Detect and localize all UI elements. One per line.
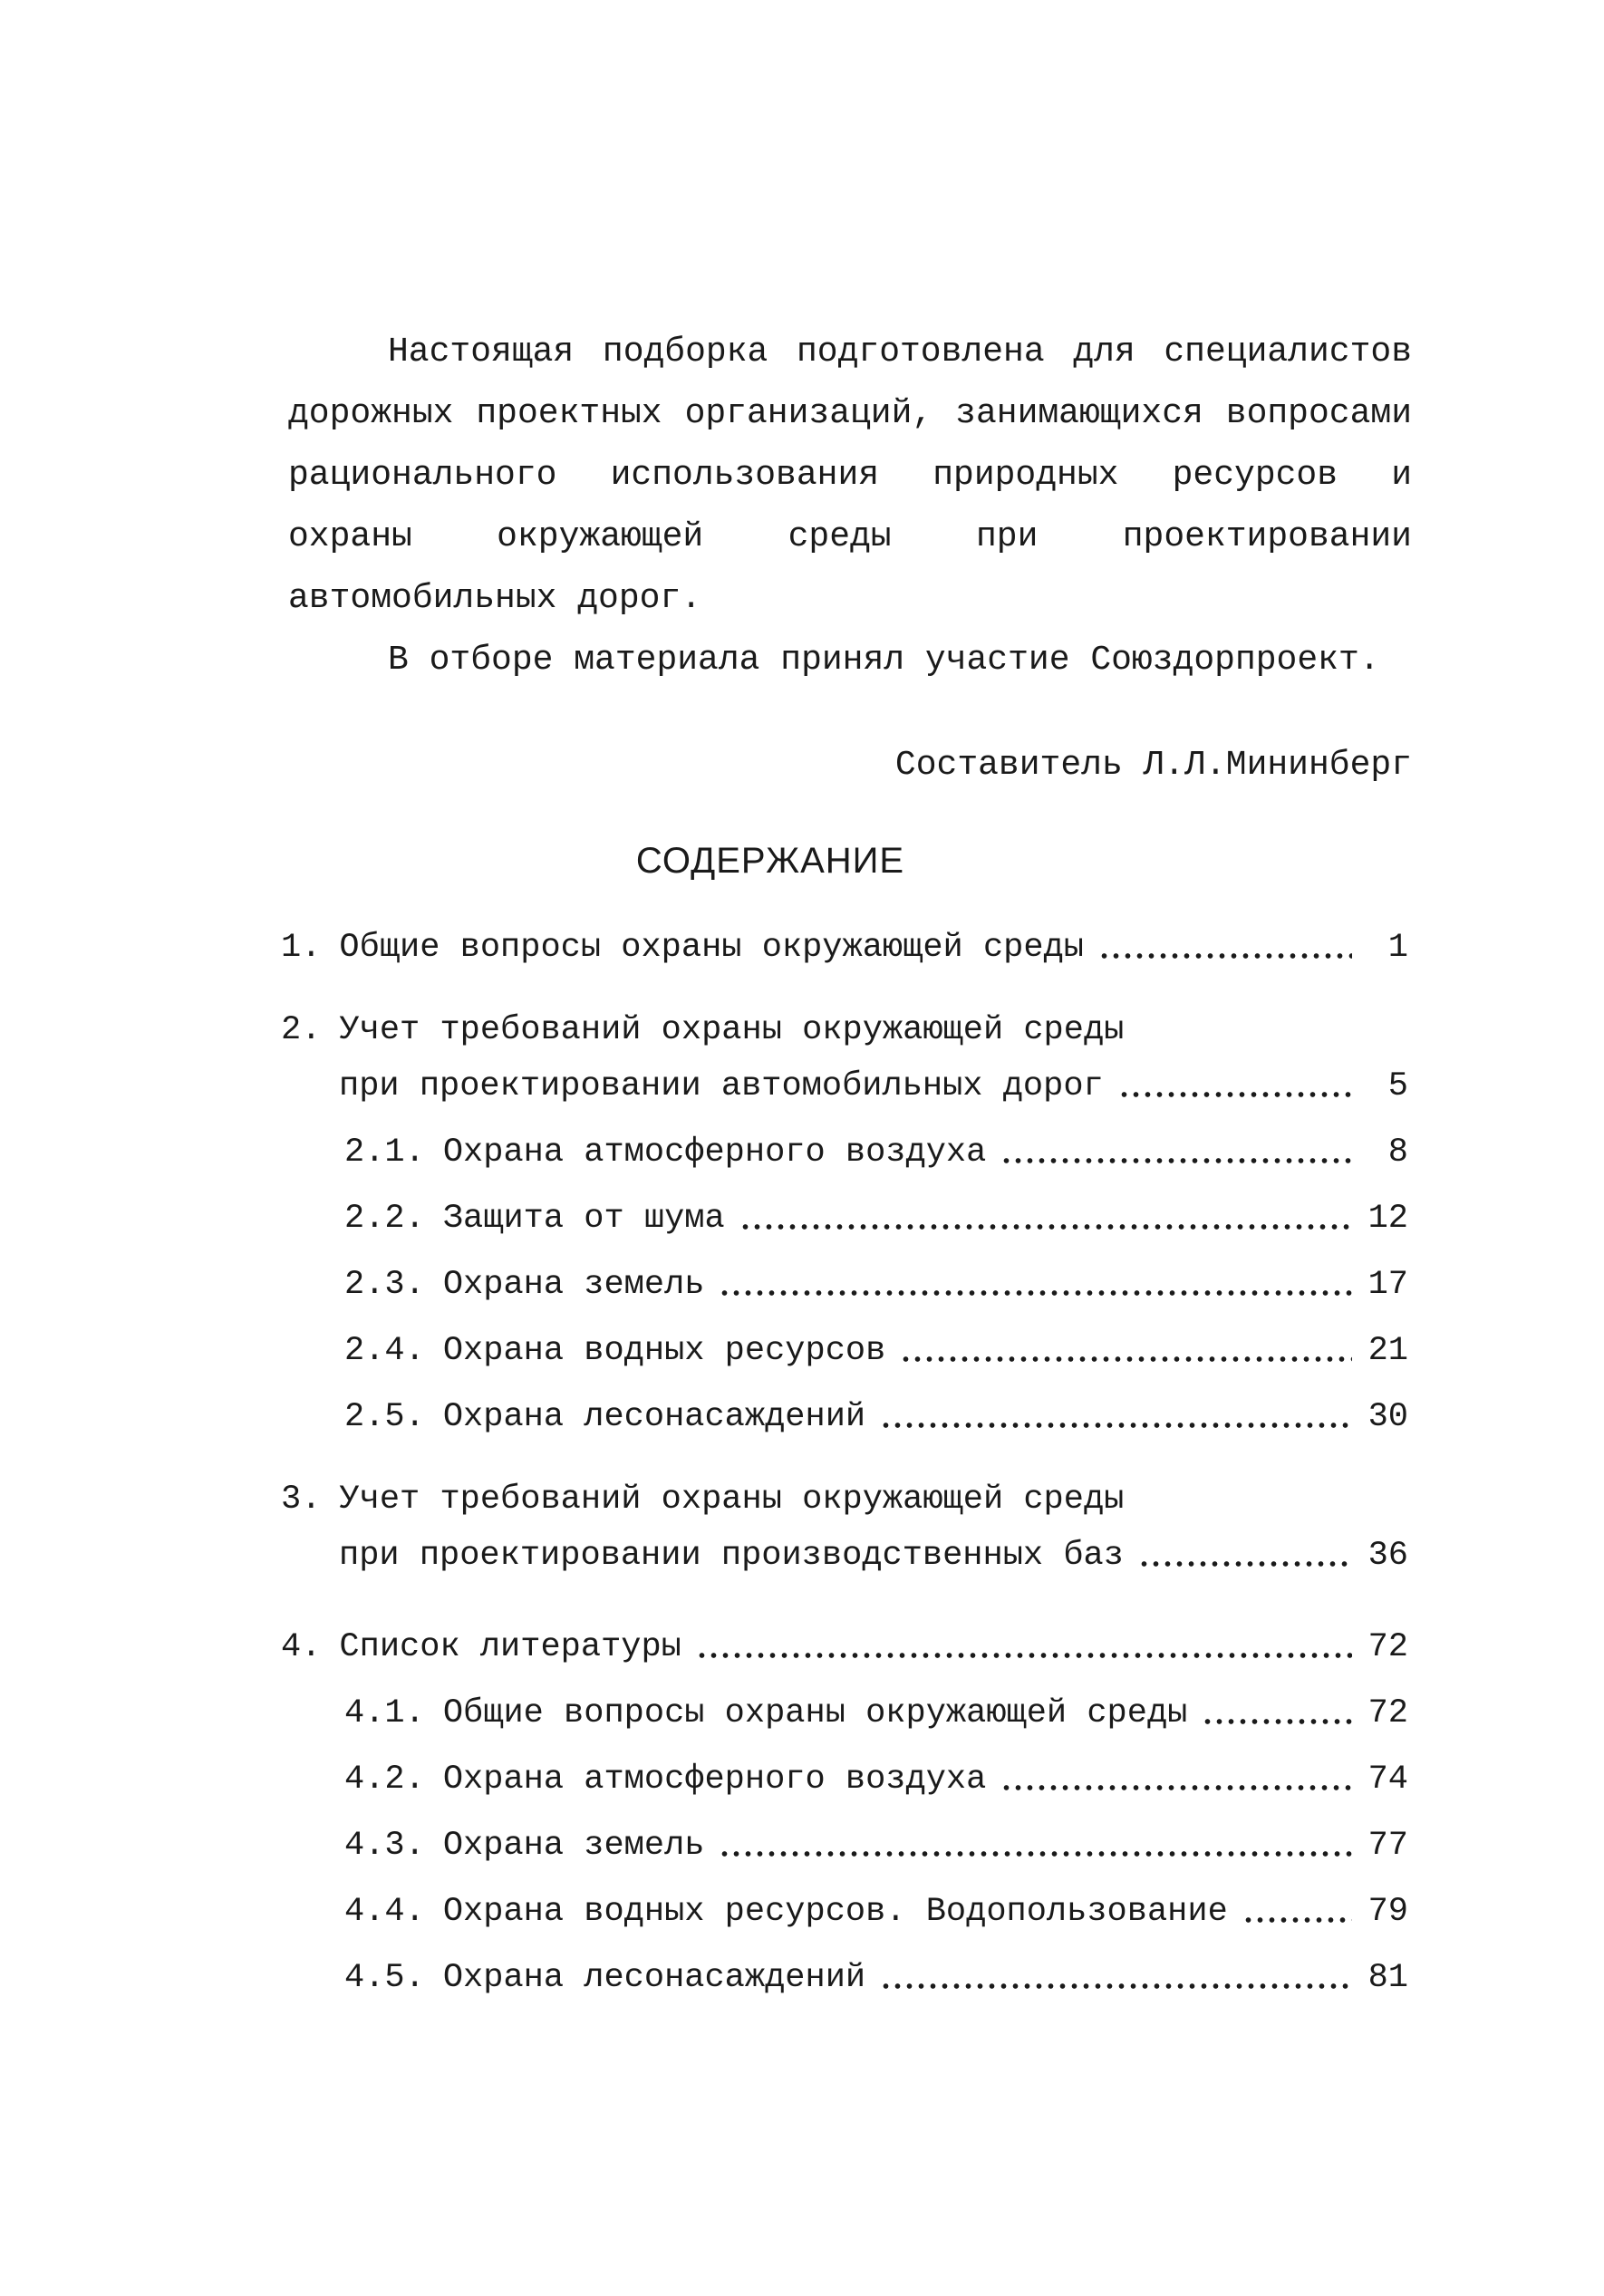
toc-subentry-title: Охрана водных ресурсов. Водопользование xyxy=(442,1893,1228,1931)
toc-dot-leader xyxy=(1000,1152,1352,1170)
toc-dot-leader xyxy=(696,1646,1352,1664)
toc-dot-leader xyxy=(880,1416,1352,1434)
toc-subentry-title: Охрана лесонасаждений xyxy=(442,1398,866,1436)
toc-subentry-title: Охрана лесонасаждений xyxy=(442,1959,866,1997)
toc-entry-title: Учет требований охраны окружающей среды xyxy=(339,1011,1125,1049)
toc-subentry[interactable] xyxy=(281,1879,1408,1945)
toc-page-number: 12 xyxy=(1367,1200,1408,1238)
toc-section xyxy=(281,1007,1408,1451)
toc-page-number: 79 xyxy=(1367,1893,1408,1931)
table-of-contents xyxy=(281,915,1408,2037)
toc-entry-number: 4. xyxy=(281,1628,322,1666)
toc-entry[interactable] xyxy=(281,1615,1408,1681)
toc-entry[interactable] xyxy=(281,1007,1408,1054)
toc-entry-number: 3. xyxy=(281,1481,322,1519)
compiler-credit: Составитель Л.Л.Мининберг xyxy=(894,746,1412,785)
toc-entry-title: при проектировании производственных баз xyxy=(339,1537,1124,1575)
toc-entry-number: 2. xyxy=(281,1011,322,1049)
toc-dot-leader xyxy=(739,1218,1352,1236)
toc-entry[interactable] xyxy=(281,1054,1408,1120)
toc-subentry-title: Охрана атмосферного воздуха xyxy=(442,1134,987,1172)
toc-dot-leader xyxy=(1118,1085,1352,1104)
toc-subentry-number: 2.4. xyxy=(344,1332,425,1370)
toc-section xyxy=(281,1476,1408,1589)
toc-dot-leader xyxy=(1242,1911,1352,1929)
toc-entry-number: 1. xyxy=(281,929,322,967)
toc-page-number: 77 xyxy=(1367,1827,1408,1865)
toc-subentry-title: Охрана земель xyxy=(442,1827,705,1865)
toc-page-number: 8 xyxy=(1387,1134,1408,1172)
toc-page-number: 1 xyxy=(1387,929,1408,967)
toc-subentry-number: 2.2. xyxy=(344,1200,425,1238)
toc-section xyxy=(281,915,1408,981)
toc-title: СОДЕРЖАНИЕ xyxy=(635,841,905,881)
toc-dot-leader xyxy=(719,1845,1352,1863)
toc-subentry[interactable] xyxy=(281,1186,1408,1252)
toc-dot-leader xyxy=(1000,1779,1352,1797)
toc-entry-title: при проектировании автомобильных дорог xyxy=(339,1067,1104,1105)
intro-paragraph-participation: В отборе материала принял участие Союздорпроект. xyxy=(388,641,1380,680)
toc-subentry-title: Общие вопросы охраны окружающей среды xyxy=(442,1694,1188,1732)
toc-subentry[interactable] xyxy=(281,1681,1408,1747)
toc-subentry-title: Охрана атмосферного воздуха xyxy=(442,1761,987,1799)
toc-section xyxy=(281,1615,1408,2011)
toc-dot-leader xyxy=(1098,947,1352,965)
toc-page-number: 72 xyxy=(1367,1694,1408,1732)
toc-subentry-title: Охрана земель xyxy=(442,1266,705,1304)
intro-paragraph: Настоящая подборка подготовлена для специалистов дорожных проектных организаций, занимающихся вопросами рационального использования природных ресурсов и охраны окружающей среды при проектировании автомобильных дорог. xyxy=(288,333,1412,618)
toc-page-number: 81 xyxy=(1367,1959,1408,1997)
toc-subentry-number: 4.3. xyxy=(344,1827,425,1865)
intro-text xyxy=(288,322,1412,691)
toc-dot-leader xyxy=(900,1350,1352,1368)
toc-page-number: 72 xyxy=(1367,1628,1408,1666)
toc-entry[interactable] xyxy=(281,1476,1408,1523)
toc-subentry-title: Охрана водных ресурсов xyxy=(442,1332,886,1370)
toc-subentry-number: 4.1. xyxy=(344,1694,425,1732)
toc-subentry-number: 4.4. xyxy=(344,1893,425,1931)
toc-page-number: 21 xyxy=(1367,1332,1408,1370)
toc-page-number: 74 xyxy=(1367,1761,1408,1799)
toc-entry[interactable] xyxy=(281,915,1408,981)
toc-dot-leader xyxy=(880,1977,1352,1995)
toc-entry[interactable] xyxy=(281,1523,1408,1589)
toc-subentry[interactable] xyxy=(281,1813,1408,1879)
toc-dot-leader xyxy=(1202,1712,1352,1731)
toc-subentry[interactable] xyxy=(281,1318,1408,1384)
toc-subentry-number: 2.5. xyxy=(344,1398,425,1436)
toc-subentry[interactable] xyxy=(281,1252,1408,1318)
toc-subentry-title: Защита от шума xyxy=(442,1200,725,1238)
toc-page-number: 17 xyxy=(1367,1266,1408,1304)
toc-page-number: 30 xyxy=(1367,1398,1408,1436)
toc-subentry-number: 4.2. xyxy=(344,1761,425,1799)
toc-subentry-number: 2.3. xyxy=(344,1266,425,1304)
toc-subentry[interactable] xyxy=(281,1747,1408,1813)
toc-dot-leader xyxy=(1138,1555,1352,1573)
toc-entry-title: Список литературы xyxy=(339,1628,681,1666)
toc-dot-leader xyxy=(719,1284,1352,1302)
toc-subentry[interactable] xyxy=(281,1384,1408,1451)
toc-entry-title: Общие вопросы охраны окружающей среды xyxy=(339,929,1084,967)
toc-subentry-number: 4.5. xyxy=(344,1959,425,1997)
toc-page-number: 36 xyxy=(1367,1537,1408,1575)
toc-page-number: 5 xyxy=(1387,1067,1408,1105)
toc-subentry[interactable] xyxy=(281,1945,1408,2011)
toc-subentry-number: 2.1. xyxy=(344,1134,425,1172)
toc-entry-title: Учет требований охраны окружающей среды xyxy=(339,1481,1125,1519)
toc-subentry[interactable] xyxy=(281,1120,1408,1186)
